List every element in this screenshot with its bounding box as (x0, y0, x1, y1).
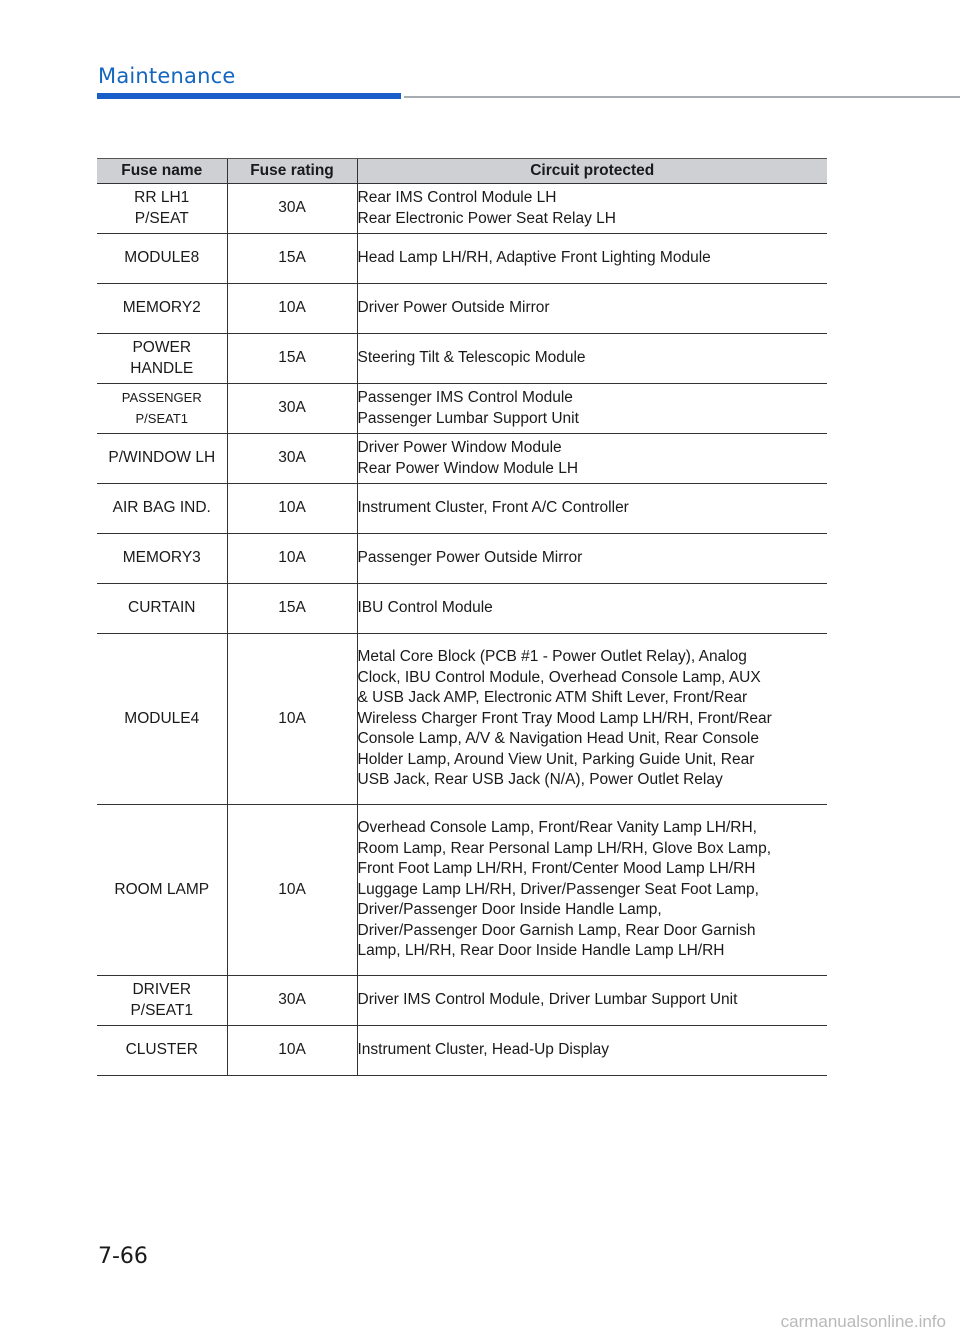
circuit-cell: Driver Power Outside Mirror (357, 284, 827, 334)
fuse-rating-cell: 10A (227, 805, 357, 976)
circuit-cell: Passenger IMS Control Module Passenger Lumbar Support Unit (357, 384, 827, 434)
table-row (97, 1026, 827, 1076)
circuit-cell: Rear IMS Control Module LH Rear Electronic Power Seat Relay LH (357, 184, 827, 234)
table-row (97, 534, 827, 584)
table-header-row (97, 159, 827, 184)
column-header-fuse-rating: Fuse rating (227, 159, 357, 184)
table-row (97, 334, 827, 384)
fuse-name-cell: POWER HANDLE (97, 334, 227, 384)
section-title: Maintenance (98, 64, 236, 88)
fuse-rating-cell: 15A (227, 234, 357, 284)
table-row (97, 234, 827, 284)
fuse-rating-cell: 30A (227, 976, 357, 1026)
circuit-cell: Instrument Cluster, Head-Up Display (357, 1026, 827, 1076)
fuse-name-cell: MEMORY2 (97, 284, 227, 334)
fuse-name-cell: CLUSTER (97, 1026, 227, 1076)
table-row (97, 634, 827, 805)
fuse-name-cell: MODULE8 (97, 234, 227, 284)
fuse-rating-cell: 15A (227, 334, 357, 384)
table-row (97, 434, 827, 484)
page-number: 7-66 (98, 1244, 148, 1269)
fuse-name-cell: AIR BAG IND. (97, 484, 227, 534)
fuse-rating-cell: 15A (227, 584, 357, 634)
fuse-table (97, 158, 827, 1076)
watermark-text: carmanualsonline.info (780, 1312, 946, 1331)
header-accent-rule (97, 93, 401, 99)
circuit-cell: IBU Control Module (357, 584, 827, 634)
circuit-cell: Driver Power Window Module Rear Power Window Module LH (357, 434, 827, 484)
fuse-name-cell: RR LH1 P/SEAT (97, 184, 227, 234)
fuse-name-cell: CURTAIN (97, 584, 227, 634)
column-header-circuit-protected: Circuit protected (357, 159, 827, 184)
circuit-cell: Overhead Console Lamp, Front/Rear Vanity Lamp LH/RH, Room Lamp, Rear Personal Lamp LH/RH, Glove Box Lamp, Front Foot Lamp LH/RH, Front/Center Mood Lamp LH/RH Luggage Lamp LH/RH, Driver/Passenger Seat Foot Lamp, Driver/Passenger Door Inside Handle Lamp, Driver/Passenger Door Garnish Lamp, Rear Door Garnish Lamp, LH/RH, Rear Door Inside Handle Lamp LH/RH (357, 805, 827, 976)
circuit-cell: Driver IMS Control Module, Driver Lumbar Support Unit (357, 976, 827, 1026)
fuse-rating-cell: 10A (227, 534, 357, 584)
circuit-cell: Passenger Power Outside Mirror (357, 534, 827, 584)
fuse-rating-cell: 30A (227, 384, 357, 434)
fuse-rating-cell: 30A (227, 184, 357, 234)
column-header-fuse-name: Fuse name (97, 159, 227, 184)
fuse-name-cell: P/WINDOW LH (97, 434, 227, 484)
fuse-rating-cell: 10A (227, 484, 357, 534)
table-row (97, 284, 827, 334)
header-divider-rule (404, 96, 960, 98)
circuit-cell: Metal Core Block (PCB #1 - Power Outlet Relay), Analog Clock, IBU Control Module, Overhead Console Lamp, AUX & USB Jack AMP, Electronic ATM Shift Lever, Front/Rear Wireless Charger Front Tray Mood Lamp LH/RH, Front/Rear Console Lamp, A/V & Navigation Head Unit, Rear Console Holder Lamp, Around View Unit, Parking Guide Unit, Rear USB Jack, Rear USB Jack (N/A), Power Outlet Relay (357, 634, 827, 805)
fuse-rating-cell: 10A (227, 634, 357, 805)
table-row (97, 805, 827, 976)
circuit-cell: Steering Tilt & Telescopic Module (357, 334, 827, 384)
fuse-rating-cell: 30A (227, 434, 357, 484)
fuse-name-cell: DRIVER P/SEAT1 (97, 976, 227, 1026)
fuse-name-cell: MODULE4 (97, 634, 227, 805)
fuse-name-cell: MEMORY3 (97, 534, 227, 584)
circuit-cell: Instrument Cluster, Front A/C Controller (357, 484, 827, 534)
table-row (97, 384, 827, 434)
table-row (97, 584, 827, 634)
fuse-name-cell: ROOM LAMP (97, 805, 227, 976)
table-row (97, 184, 827, 234)
fuse-rating-cell: 10A (227, 1026, 357, 1076)
circuit-cell: Head Lamp LH/RH, Adaptive Front Lighting Module (357, 234, 827, 284)
table-row (97, 484, 827, 534)
fuse-name-cell: PASSENGER P/SEAT1 (97, 384, 227, 434)
fuse-rating-cell: 10A (227, 284, 357, 334)
table-row (97, 976, 827, 1026)
